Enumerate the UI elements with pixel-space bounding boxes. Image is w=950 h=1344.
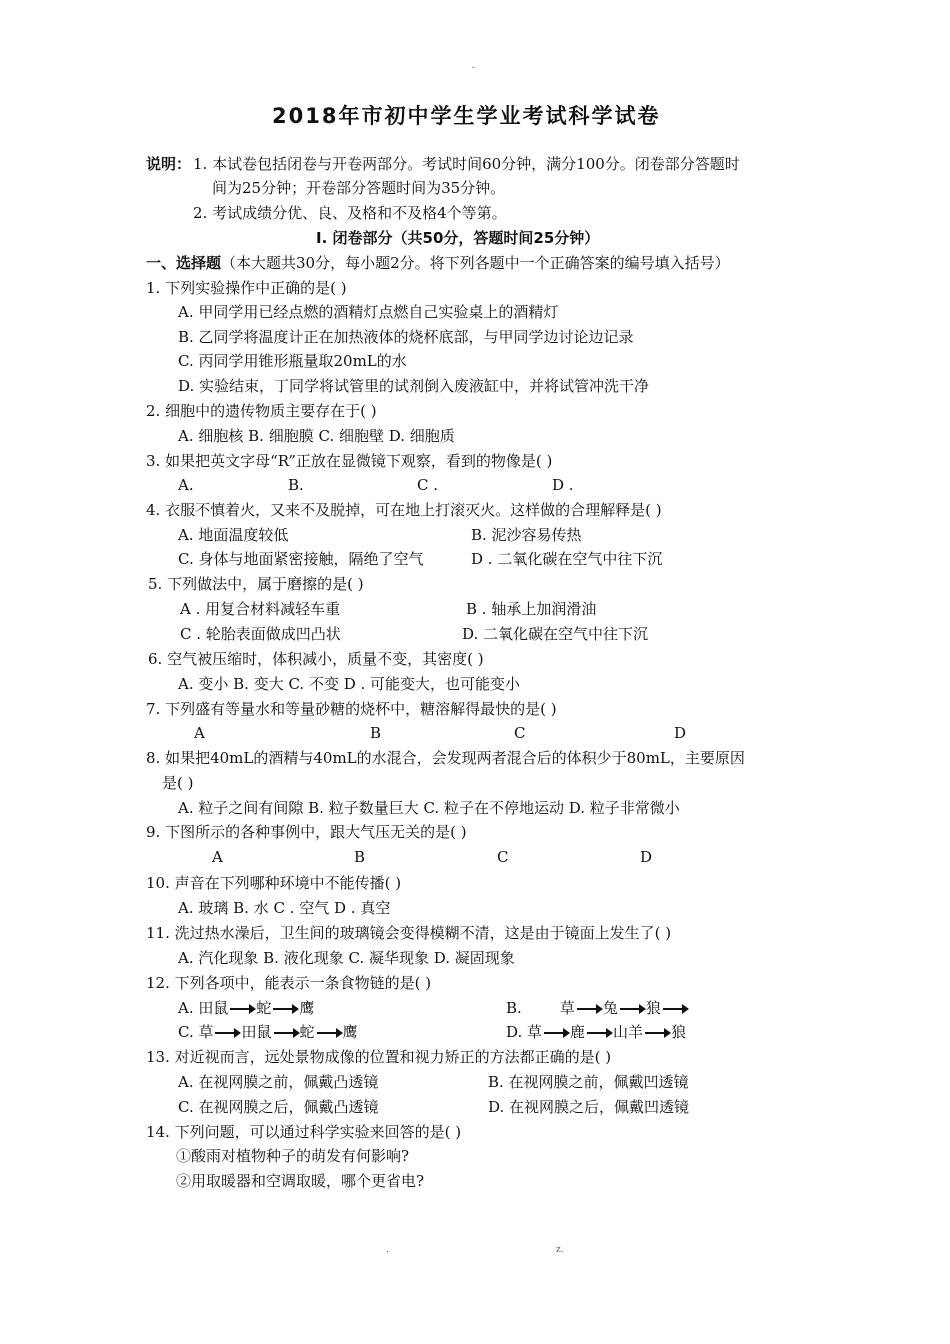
footer-right-mark: z. xyxy=(556,1245,564,1255)
question-3: 3. 如果把英文字母“R”正放在显微镜下观察，看到的物像是( ) xyxy=(146,452,553,470)
q3-option-d: D . xyxy=(552,476,574,494)
q3-option-b: B. xyxy=(288,476,304,494)
q1-option-d: D. 实验结束，丁同学将试管里的试剂倒入废液缸中，并将试管冲洗干净 xyxy=(178,377,650,395)
arrow-right-icon xyxy=(544,1032,568,1034)
q7-option-b: B xyxy=(370,724,382,742)
q12c-item-4: 鹰 xyxy=(342,1023,358,1041)
q11-options: A. 汽化现象 B. 液化现象 C. 凝华现象 D. 凝固现象 xyxy=(178,949,515,967)
question-12: 12. 下列各项中，能表示一条食物链的是( ) xyxy=(146,974,432,992)
footer-left-mark: . xyxy=(386,1245,389,1255)
q1-option-c: C. 丙同学用锥形瓶量取20mL的水 xyxy=(178,352,407,370)
q9-option-b: B xyxy=(354,848,366,866)
q4-option-d: D . 二氧化碳在空气中往下沉 xyxy=(471,550,663,568)
q3-option-c: C . xyxy=(417,476,439,494)
arrow-right-icon xyxy=(215,1032,239,1034)
question-9: 9. 下图所示的各种事例中，跟大气压无关的是( ) xyxy=(146,823,467,841)
q12d-item-2: 鹿 xyxy=(570,1023,586,1041)
q12c-item-2: 田鼠 xyxy=(241,1023,272,1041)
q12c-item-1: C. 草 xyxy=(178,1023,214,1041)
q12b-label: B. xyxy=(506,999,522,1017)
q9-option-d: D xyxy=(640,848,653,866)
question-8-cont: 是( ) xyxy=(162,774,194,792)
q12d-item-4: 狼 xyxy=(671,1023,687,1041)
q5-option-d: D. 二氧化碳在空气中往下沉 xyxy=(462,625,649,643)
question-7: 7. 下列盛有等量水和等量砂糖的烧杯中，糖溶解得最快的是( ) xyxy=(146,700,557,718)
question-2: 2. 细胞中的遗传物质主要存在于( ) xyxy=(146,402,377,420)
q1-option-b: B. 乙同学将温度计正在加热液体的烧杯底部，与甲同学边讨论边记录 xyxy=(178,328,634,346)
q4-option-c: C. 身体与地面紧密接触，隔绝了空气 xyxy=(178,550,424,568)
question-11: 11. 洗过热水澡后，卫生间的玻璃镜会变得模糊不清，这是由于镜面上发生了( ) xyxy=(146,924,672,942)
q10-options: A. 玻璃 B. 水 C . 空气 D . 真空 xyxy=(178,899,391,917)
instructions-line1b: 间为25分钟；开卷部分答题时间为35分钟。 xyxy=(212,179,506,197)
q5-option-b: B . 轴承上加润滑油 xyxy=(466,600,597,618)
q3-option-a: A. xyxy=(178,476,194,494)
section-heading: Ⅰ. 闭卷部分（共50分，答题时间25分钟） xyxy=(316,229,600,247)
part-heading-text: （本大题共30分，每小题2分。将下列各题中一个正确答案的编号填入括号） xyxy=(221,254,730,272)
arrow-right-icon xyxy=(230,1008,254,1010)
question-6: 6. 空气被压缩时，体积减小，质量不变，其密度( ) xyxy=(148,650,484,668)
q1-option-a: A. 甲同学用已经点燃的酒精灯点燃自己实验桌上的酒精灯 xyxy=(178,303,559,321)
arrow-right-icon xyxy=(317,1032,341,1034)
q12-option-a xyxy=(178,998,314,1018)
q13-option-d: D. 在视网膜之后，佩戴凹透镜 xyxy=(488,1098,690,1116)
arrow-right-icon xyxy=(663,1008,687,1010)
q8-options: A. 粒子之间有间隙 B. 粒子数量巨大 C. 粒子在不停地运动 D. 粒子非常微小 xyxy=(178,799,680,817)
instructions-label: 说明： xyxy=(146,155,192,173)
arrow-right-icon xyxy=(274,1032,298,1034)
q5-option-c: C . 轮胎表面做成凹凸状 xyxy=(180,625,341,643)
question-5: 5. 下列做法中，属于磨擦的是( ) xyxy=(148,575,364,593)
q12-option-d xyxy=(506,1022,686,1042)
q12d-item-3: 山羊 xyxy=(613,1023,644,1041)
q12a-item-3: 鹰 xyxy=(299,999,315,1017)
part-heading xyxy=(146,253,730,273)
question-8: 8. 如果把40mL的酒精与40mL的水混合，会发现两者混合后的体积少于80mL，主要原因 xyxy=(146,749,745,767)
q7-option-d: D xyxy=(674,724,687,742)
question-1: 1. 下列实验操作中正确的是( ) xyxy=(146,279,347,297)
question-13: 13. 对近视而言，远处景物成像的位置和视力矫正的方法都正确的是( ) xyxy=(146,1048,612,1066)
q13-option-a: A. 在视网膜之前，佩戴凸透镜 xyxy=(178,1073,379,1091)
page-title: 2018年市初中学生学业考试科学试卷 xyxy=(272,104,661,128)
question-4: 4. 衣服不慎着火，又来不及脱掉，可在地上打滚灭火。这样做的合理解释是( ) xyxy=(146,501,662,519)
q7-option-a: A xyxy=(194,724,205,742)
q12b-item-1: 草 xyxy=(559,999,575,1017)
instructions-line2: 2. 考试成绩分优、良、及格和不及格4个等第。 xyxy=(193,204,507,222)
question-10: 10. 声音在下列哪种环境中不能传播( ) xyxy=(146,874,402,892)
part-heading-label: 一、选择题 xyxy=(146,254,222,272)
arrow-right-icon xyxy=(577,1008,601,1010)
q13-option-c: C. 在视网膜之后，佩戴凸透镜 xyxy=(178,1098,379,1116)
q6-options: A. 变小 B. 变大 C. 不变 D . 可能变大，也可能变小 xyxy=(178,675,521,693)
q12b-item-2: 兔 xyxy=(602,999,618,1017)
q12c-item-3: 蛇 xyxy=(299,1023,315,1041)
q14-item-2: ②用取暖器和空调取暖，哪个更省电? xyxy=(176,1172,425,1190)
q12-option-c xyxy=(178,1022,358,1042)
q7-option-c: C xyxy=(514,724,526,742)
q12a-item-2: 蛇 xyxy=(256,999,272,1017)
q13-option-b: B. 在视网膜之前，佩戴凹透镜 xyxy=(488,1073,689,1091)
instructions-line1: 1. 本试卷包括闭卷与开卷两部分。考试时间60分钟，满分100分。闭卷部分答题时 xyxy=(193,155,740,173)
q12b-item-3: 狼 xyxy=(645,999,661,1017)
q4-option-a: A. 地面温度较低 xyxy=(178,526,289,544)
q9-option-c: C xyxy=(497,848,509,866)
arrow-right-icon xyxy=(620,1008,644,1010)
q2-options: A. 细胞核 B. 细胞膜 C. 细胞壁 D. 细胞质 xyxy=(178,427,455,445)
q9-option-a: A xyxy=(212,848,223,866)
arrow-right-icon xyxy=(273,1008,297,1010)
q5-option-a: A . 用复合材料减轻车重 xyxy=(180,600,341,618)
header-mark: - xyxy=(472,63,476,73)
arrow-right-icon xyxy=(587,1032,611,1034)
q12a-item-1: A. 田鼠 xyxy=(178,999,229,1017)
question-14: 14. 下列问题，可以通过科学实验来回答的是( ) xyxy=(146,1123,462,1141)
q12d-item-1: D. 草 xyxy=(506,1023,543,1041)
q12-option-b xyxy=(506,998,689,1018)
arrow-right-icon xyxy=(645,1032,669,1034)
q14-item-1: ①酸雨对植物种子的萌发有何影响? xyxy=(176,1147,410,1165)
q4-option-b: B. 泥沙容易传热 xyxy=(471,526,582,544)
